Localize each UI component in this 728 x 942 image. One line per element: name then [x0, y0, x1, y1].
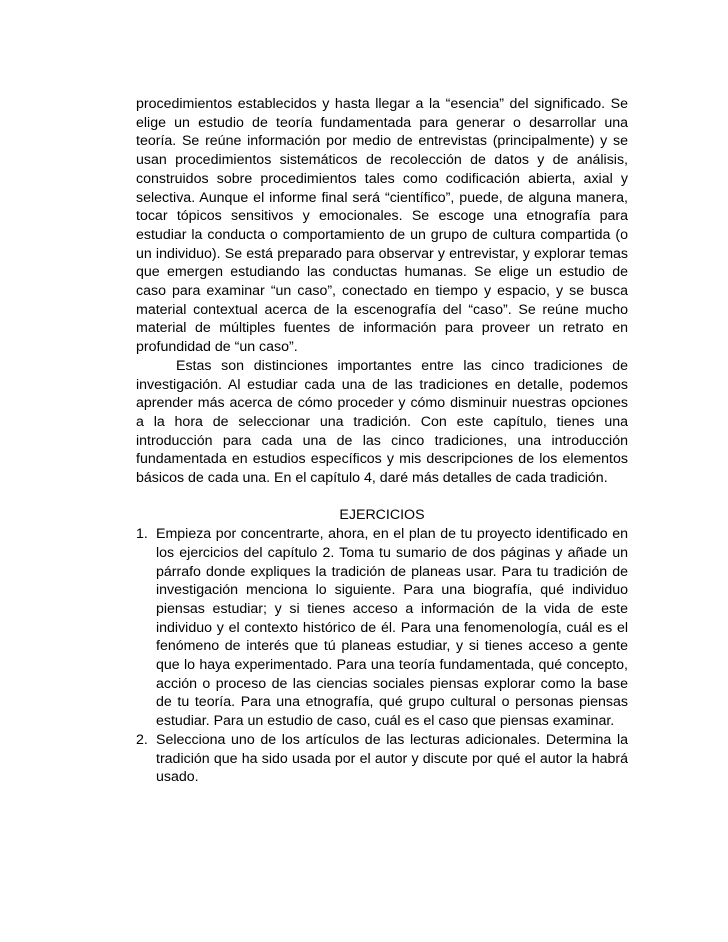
exercises-heading: EJERCICIOS	[339, 507, 425, 524]
exercise-text: Selecciona uno de los artículos de las lecturas adicionales. Determina la tradición que ha sido usada por el autor y discute por qué el autor la habrá usado.	[156, 731, 628, 786]
exercise-item-2	[136, 731, 628, 787]
paragraph-traditions-summary: procedimientos establecidos y hasta llegar a la “esencia” del significado. Se elige un estudio de teoría fundamentada para generar o desarrollar una teoría. Se reúne información por medio de entrevistas (principalmente) y se usan procedimientos sistemáticos de recolección de datos y de análisis, construidos sobre procedimientos tales como codificación abierta, axial y selectiva. Aunque el informe final será “científico”, puede, de alguna manera, tocar tópicos sensitivos y emocionales. Se escoge una etnografía para estudiar la conducta o comportamiento de un grupo de cultura compartida (o un individuo). Se está preparado para observar y entrevistar, y explorar temas que emergen estudiando las conductas humanas. Se elige un estudio de caso para examinar “un caso”, conectado en tiempo y espacio, y se busca material contextual acerca de la escenografía del “caso”. Se reúne mucho material de múltiples fuentes de información para proveer un retrato en profundidad de “un caso”.	[136, 96, 628, 356]
exercises-list	[136, 525, 628, 787]
exercise-number: 2.	[136, 731, 148, 748]
document-body	[136, 95, 628, 787]
paragraph-distinctions: Estas son distinciones importantes entre las cinco tradiciones de investigación. Al estudiar cada una de las tradiciones en detalle, podemos aprender más acerca de cómo proceder y cómo disminuir nuestras opciones a la hora de seleccionar una tradición. Con este capítulo, tienes una introducción para cada una de las cinco tradiciones, una introducción fundamentada en estudios específicos y mis descripciones de los elementos básicos de cada una. En el capítulo 4, daré más detalles de cada tradición.	[136, 357, 628, 487]
exercise-number: 1.	[136, 526, 148, 543]
exercise-text: Empieza por concentrarte, ahora, en el plan de tu proyecto identificado en los ejercicios del capítulo 2. Toma tu sumario de dos páginas y añade un párrafo donde expliques la tradición de planeas usar. Para tu tradición de investigación menciona lo siguiente. Para una biografía, qué individuo piensas estudiar; y si tienes acceso a información de la vida de este individuo y el contexto histórico de él. Para una fenomenología, cuál es el fenómeno de interés que tú planeas estudiar, y si tienes acceso a gente que lo haya experimentado. Para una teoría fundamentada, qué concepto, acción o proceso de las ciencias sociales piensas explorar como la base de tu teoría. Para una etnografía, qué grupo cultural o personas piensas estudiar. Para un estudio de caso, cuál es el caso que piensas examinar.	[156, 526, 628, 730]
exercise-item-1	[136, 525, 628, 731]
